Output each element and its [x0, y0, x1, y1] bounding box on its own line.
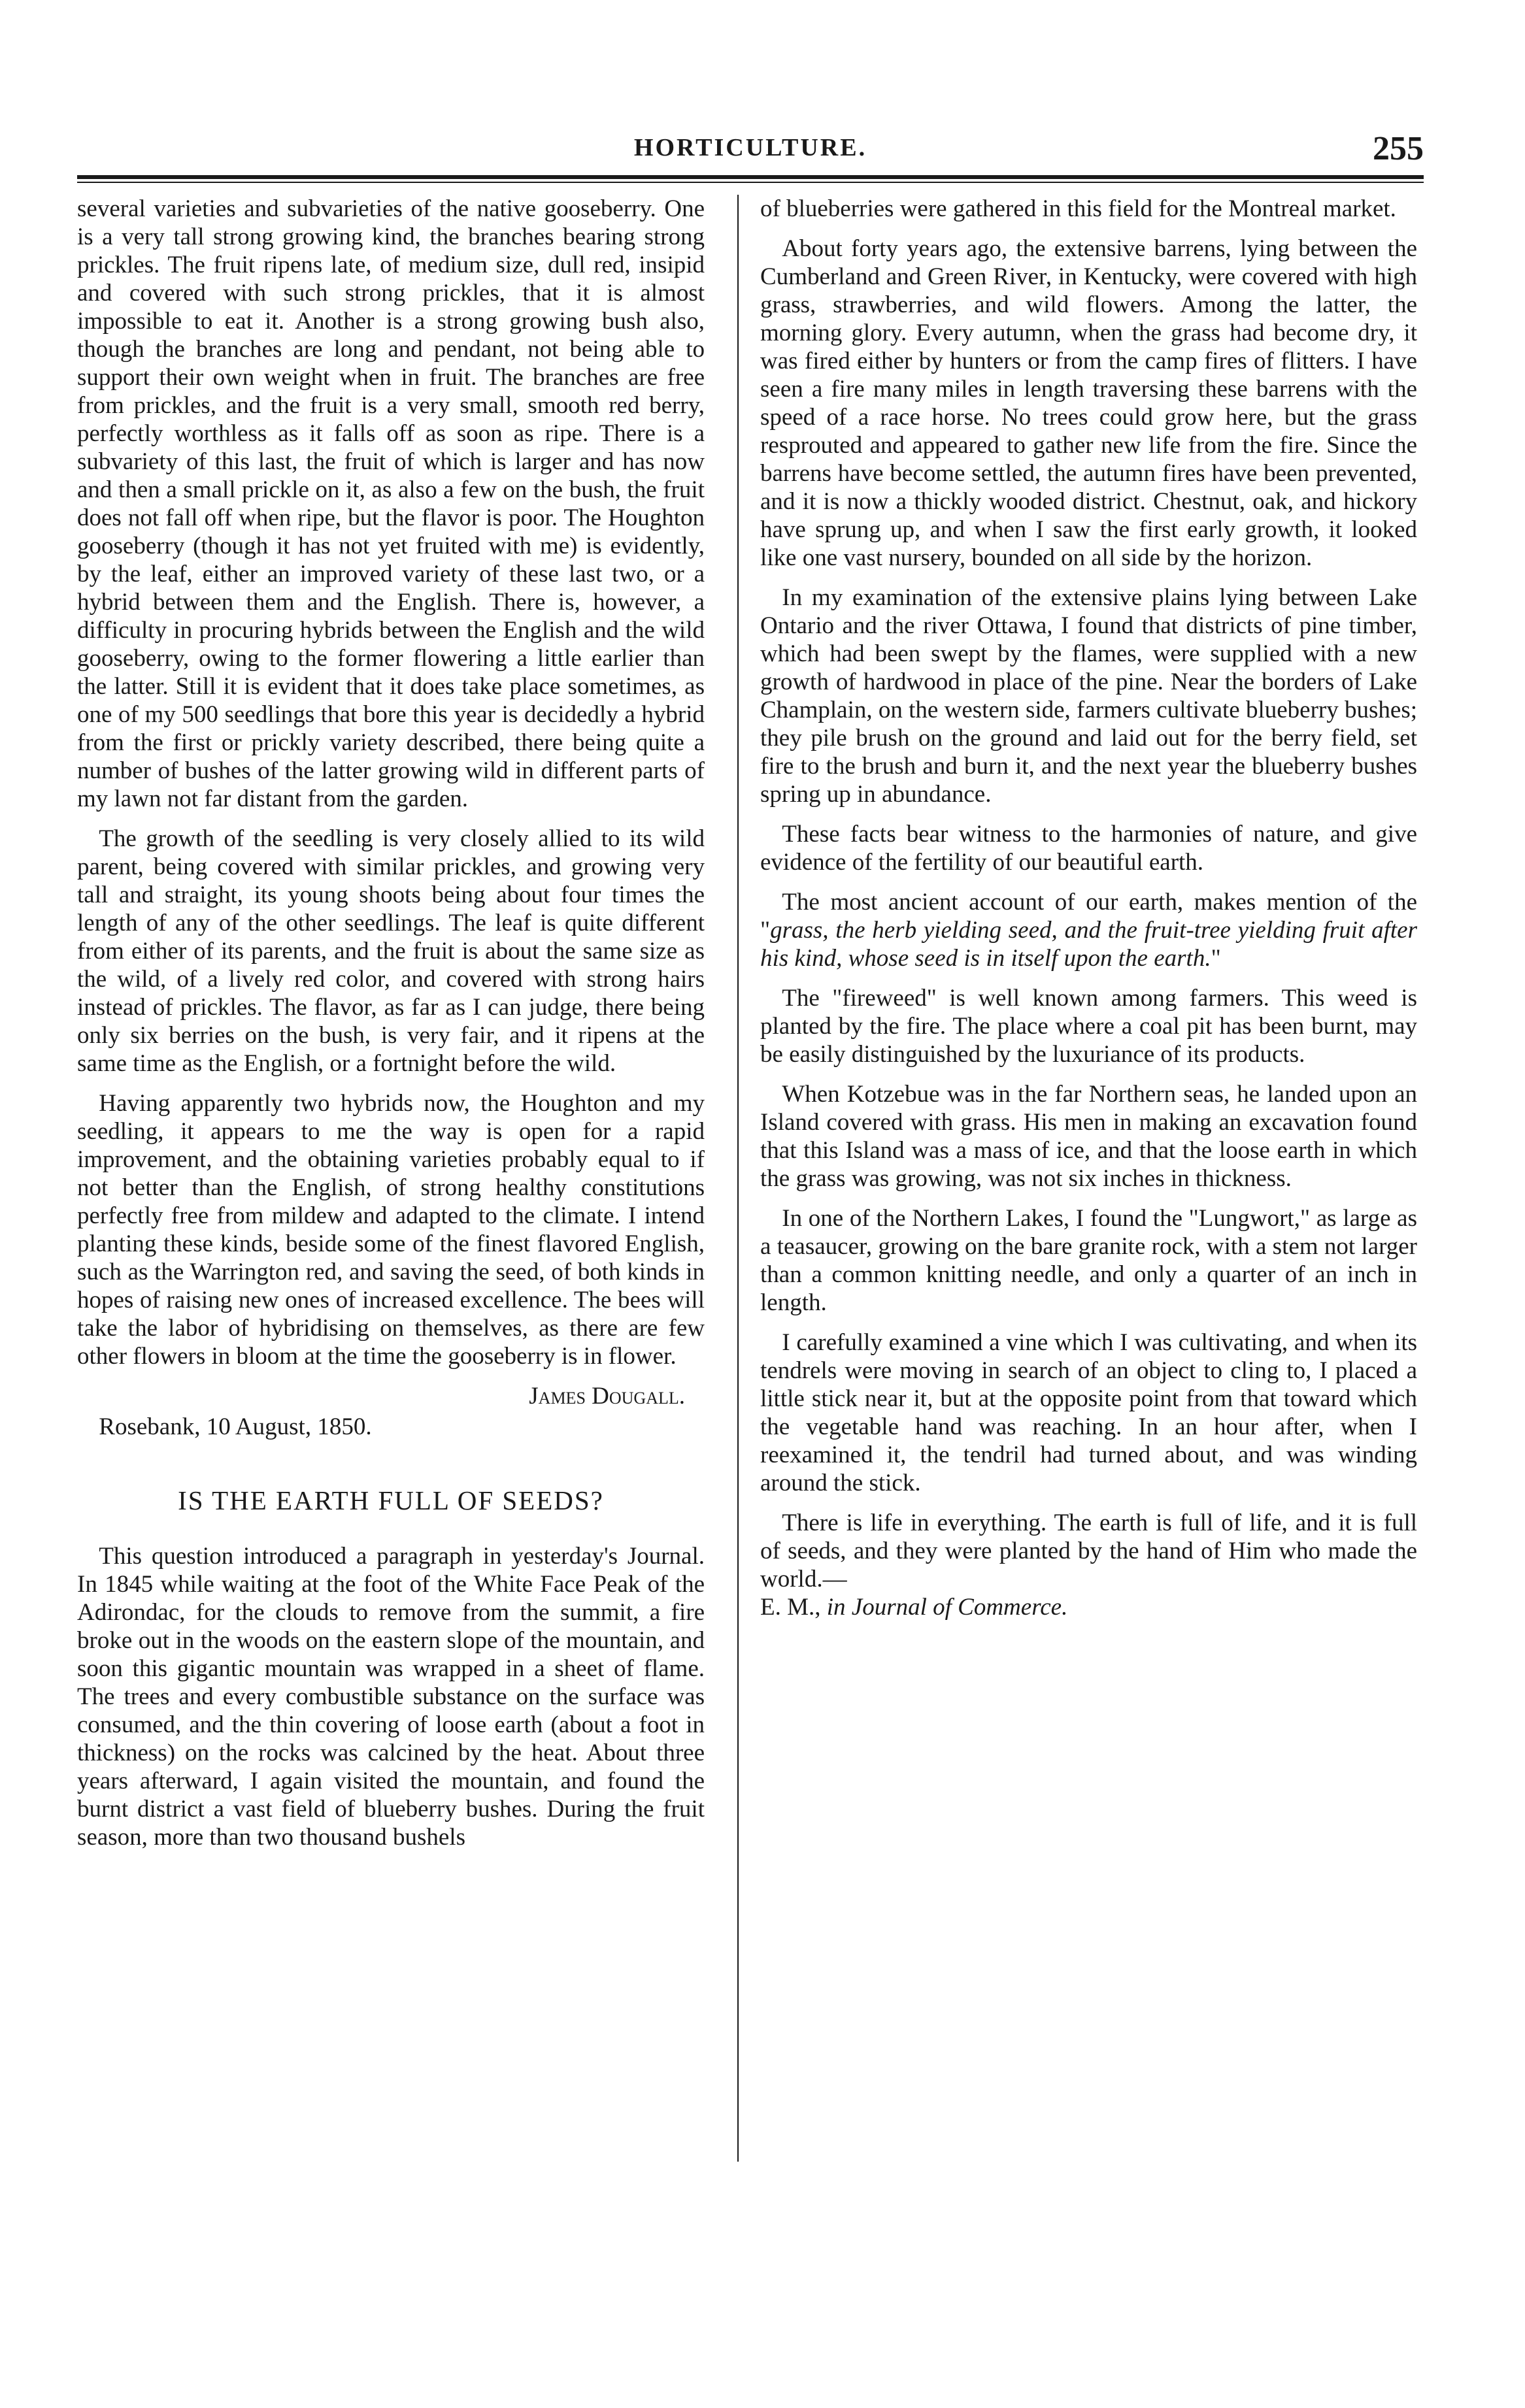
- paragraph: In my examination of the extensive plains lying between Lake Ontario and the river Ottawa, I found that districts of pine timber, which had been swept by the flames, were supplied with a new growth of hardwood in place of the pine. Near the borders of Lake Champlain, on the western side, farmers cultivate blueberry bushes; they pile brush on the ground and laid out for the berry field, set fire to the brush and burn it, and the next year the blueberry bushes spring up in abundance.: [760, 584, 1417, 808]
- header-rule-thin: [77, 182, 1424, 183]
- scripture-quote: grass, the herb yielding seed, and the fruit-tree yielding fruit after his kind, whose seed is in itself upon the earth.: [760, 917, 1417, 972]
- article-heading: IS THE EARTH FULL OF SEEDS?: [178, 1485, 604, 1515]
- column-divider: [737, 195, 739, 2162]
- credit-source: in Journal of Commerce.: [826, 1594, 1068, 1621]
- paragraph: These facts bear witness to the harmonies of nature, and give evidence of the fertility of our beautiful earth.: [760, 821, 1417, 876]
- running-title: HORTICULTURE.: [633, 134, 867, 161]
- paragraph-text: There is life in everything. The earth is full of life, and it is full of seeds, and they were planted by the hand of Him who made the world.—: [760, 1509, 1417, 1592]
- paragraph: This question introduced a paragraph in yesterday's Journal. In 1845 while waiting at the foot of the White Face Peak of the Adirondac, for the clouds to remove from the summit, a fire broke out in the woods on the eastern slope of the mountain, and soon this gigantic mountain was wrapped in a sheet of flame. The trees and every combustible substance on the surface was consumed, and the thin covering of loose earth (about a foot in thickness) on the rocks was calcined by the heat. About three years afterward, I again visited the mountain, and found the burnt district a vast field of blueberry bushes. During the fruit season, more than two thousand bushels: [77, 1543, 705, 1851]
- paragraph: The "fireweed" is well known among farmers. This weed is planted by the fire. The place where a coal pit has been burnt, may be easily distinguished by the luxuriance of its products.: [760, 985, 1417, 1068]
- paragraph: When Kotzebue was in the far Northern seas, he landed upon an Island covered with grass. His men in making an excavation found that this Island was a mass of ice, and that the loose earth in which the grass was growing, was not six inches in thickness.: [760, 1081, 1417, 1192]
- author-signature: James Dougall.: [529, 1383, 685, 1410]
- header-rule-thick: [77, 175, 1424, 179]
- paragraph: About forty years ago, the extensive barrens, lying between the Cumberland and Green River, in Kentucky, were covered with high grass, strawberries, and wild flowers. Among the latter, the morning glory. Every autumn, when the grass had become dry, it was fired either by hunters or from the camp fires of flitters. I have seen a fire many miles in length traversing these barrens with the speed of a race horse. No trees could grow here, but the grass resprouted and appeared to gather new life from the fire. Since the barrens have become settled, the autumn fires have been prevented, and it is now a thickly wooded district. Chestnut, oak, and hickory have sprung up, and when I saw the first early growth, it looked like one vast nursery, bounded on all side by the horizon.: [760, 235, 1417, 571]
- paragraph: Having apparently two hybrids now, the Houghton and my seedling, it appears to me the way is open for a rapid improvement, and the obtaining varieties probably equal to if not better than the English, of strong healthy constitutions perfectly free from mildew and adapted to the climate. I intend planting these kinds, beside some of the finest flavored English, such as the Warrington red, and saving the seed, of both kinds in hopes of raising new ones of increased excellence. The bees will take the labor of hybridising on themselves, as there are few other flowers in bloom at the time the gooseberry is in flower.: [77, 1090, 705, 1370]
- paragraph: of blueberries were gathered in this field for the Montreal market.: [760, 195, 1396, 222]
- page-number: 255: [1373, 130, 1424, 167]
- quote-lead: The most ancient account of our earth, makes mention of the ": [760, 889, 1417, 944]
- paragraph: [760, 1509, 1417, 1621]
- paragraph-with-quotation: [760, 888, 1417, 972]
- dateline: Rosebank, 10 August, 1850.: [99, 1413, 372, 1440]
- left-column: [77, 195, 705, 1863]
- paragraph: several varieties and subvarieties of the native gooseberry. One is a very tall strong growing kind, the branches bearing strong prickles. The fruit ripens late, of medium size, dull red, insipid and covered with such strong prickles, that it is almost impossible to eat it. Another is a strong growing bush also, though the branches are long and pendant, not being able to support their own weight when in fruit. The branches are free from prickles, and the fruit is a very small, smooth red berry, perfectly worthless as it falls off as soon as ripe. There is a subvariety of this last, the fruit of which is larger and has now and then a small prickle on it, as also a few on the bush, the fruit does not fall off when ripe, but the flavor is poor. The Houghton gooseberry (though it has not yet fruited with me) is evidently, by the leaf, either an improved variety of these last two, or a hybrid between them and the English. There is, however, a difficulty in procuring hybrids between the English and the wild gooseberry, owing to the former flowering a little earlier than the latter. Still it is evident that it does take place sometimes, as one of my 500 seedlings that bore this year is decidedly a hybrid from the first or prickly variety described, there being quite a number of bushes of the latter growing wild in different parts of my lawn not far distant from the garden.: [77, 195, 705, 812]
- credit-name: E. M.,: [760, 1594, 827, 1621]
- quote-close: ": [1211, 945, 1221, 972]
- paragraph: I carefully examined a vine which I was cultivating, and when its tendrels were moving in search of an object to cling to, I placed a little stick near it, but at the opposite point from that toward which the vegetable hand was reaching. In an hour after, when I reexamined it, the tendril had turned about, and was winding around the stick.: [760, 1329, 1417, 1496]
- right-column: [760, 195, 1417, 1633]
- paragraph: The growth of the seedling is very closely allied to its wild parent, being covered with similar prickles, and growing very tall and straight, its young shoots being about four times the length of any of the other seedlings. The leaf is quite different from either of its parents, and the fruit is about the same size as the wild, of a lively red color, and covered with strong hairs instead of prickles. The flavor, as far as I can judge, there being only six berries on the bush, is very fair, and it ripens at the same time as the English, or a fortnight before the wild.: [77, 825, 705, 1077]
- running-head: [77, 129, 1424, 169]
- paragraph: In one of the Northern Lakes, I found the "Lungwort," as large as a teasaucer, growing on the bare granite rock, with a stem not larger than a common knitting needle, and only a quarter of an inch in length.: [760, 1205, 1417, 1316]
